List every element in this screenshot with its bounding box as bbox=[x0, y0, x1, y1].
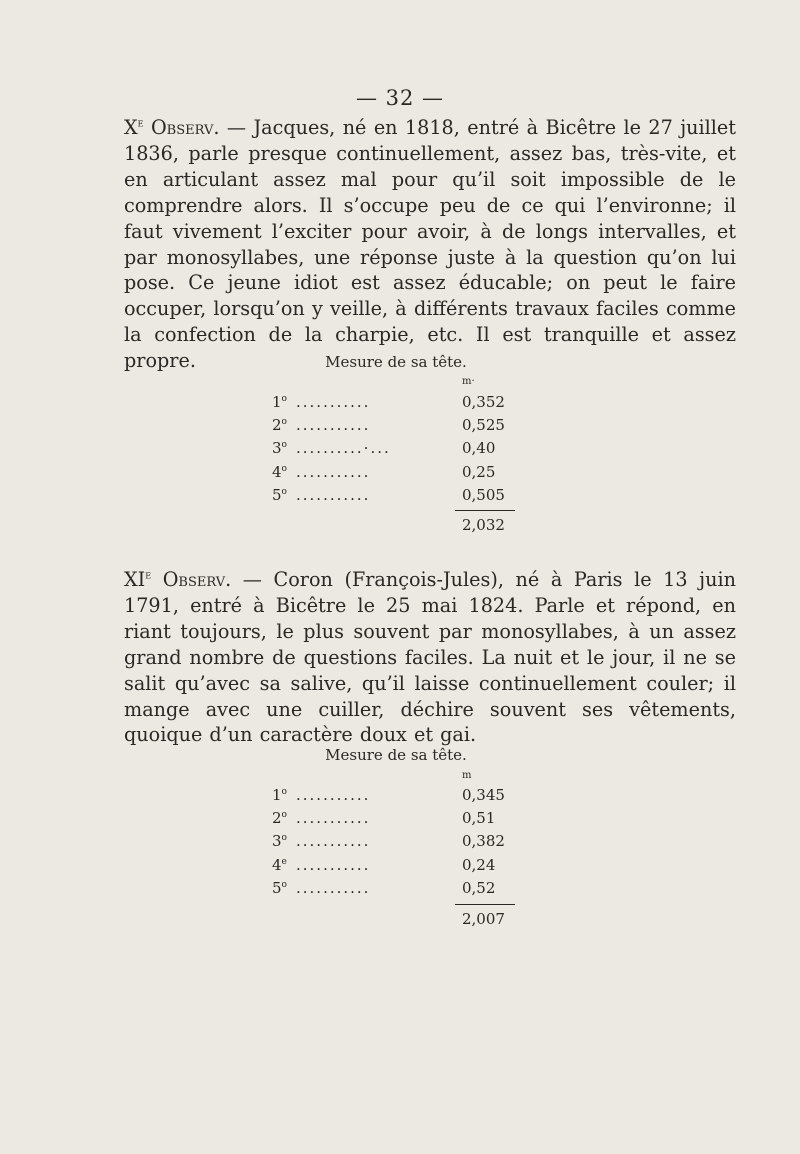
measurement-index bbox=[272, 463, 287, 481]
leader-dots: ........... bbox=[296, 462, 371, 481]
leader-dots: ........... bbox=[296, 832, 371, 851]
measurement-total: 2,032 bbox=[462, 516, 505, 534]
measurement-index-ordinal: o bbox=[281, 833, 287, 844]
measurement-value: 0,352 bbox=[462, 393, 505, 411]
measurement-value: 0,51 bbox=[462, 809, 496, 828]
measurement-row bbox=[272, 486, 532, 509]
measurement-row bbox=[272, 439, 532, 462]
leader-dots: ........... bbox=[296, 393, 371, 411]
observation-text: — Coron (François-Jules), né à Paris le 13 juin 1791, entré à Bicêtre le 25 mai 1824. Parle et répond, en riant toujours, le plus souvent par monosyllabes, à un assez grand nombre de questions faciles. La nuit et le jour, il ne se salit qu’avec sa salive, qu’il laisse continuellement couler; il mange avec une cuiller, déchire souvent ses vêtements, quoique d’un caractère doux et gai. bbox=[124, 568, 736, 747]
measurement-index-number: 1 bbox=[272, 393, 282, 411]
observation-text: — Jacques, né en 1818, entré à Bicêtre le 27 juillet 1836, parle presque continuellement, assez bas, très-vite, et en articulant assez mal pour qu’il soit impossible de le comprendre alors. Il s’occupe peu de ce qui l’environne; il faut vivement l’exciter pour avoir, à de longs intervalles, et par monosyllabes, une réponse juste à la question qu’on lui pose. Ce jeune idiot est assez éducable; on peut le faire occuper, lorsqu’on y veille, à différents travaux faciles comme la confection de la charpie, etc. Il est tranquille et assez propre. bbox=[124, 116, 736, 373]
leader-dots: ........... bbox=[296, 485, 371, 504]
observation-numeral: X bbox=[124, 116, 138, 139]
measurement-index-number: 5 bbox=[272, 485, 282, 504]
measurement-index-ordinal: o bbox=[281, 417, 287, 428]
measurement-index-ordinal: o bbox=[281, 787, 287, 797]
leader-dots: ........... bbox=[296, 786, 371, 804]
observation-heading bbox=[124, 568, 231, 591]
leader-dots: ........... bbox=[296, 416, 371, 435]
measurement-row bbox=[272, 879, 532, 902]
measurement-index bbox=[272, 809, 287, 827]
measurement-index-ordinal: o bbox=[281, 394, 287, 404]
leader-dots: ........... bbox=[296, 809, 371, 828]
measurement-index bbox=[272, 879, 287, 897]
measurement-row bbox=[272, 832, 532, 855]
measurement-total: 2,007 bbox=[462, 910, 505, 928]
observation-numeral-suffix: e bbox=[137, 116, 144, 130]
measurement-value: 0,382 bbox=[462, 832, 505, 851]
measurement-index-number: 3 bbox=[272, 832, 282, 851]
measurement-index-number: 4 bbox=[272, 462, 282, 481]
measurement-index bbox=[272, 786, 287, 804]
observation-heading bbox=[124, 116, 219, 139]
sum-rule bbox=[455, 904, 515, 905]
measurement-index bbox=[272, 439, 287, 457]
observation-word: Observ. bbox=[162, 568, 232, 591]
observation-numeral-suffix: e bbox=[145, 568, 152, 582]
measurement-unit: m bbox=[462, 770, 472, 781]
measurement-row bbox=[272, 786, 532, 809]
measurement-index-number: 4 bbox=[272, 855, 282, 874]
measurement-title: Mesure de sa tête. bbox=[325, 746, 467, 764]
measurement-index-ordinal: e bbox=[281, 856, 287, 867]
measurement-index bbox=[272, 856, 287, 874]
measurement-value: 0,40 bbox=[462, 439, 496, 458]
measurement-index bbox=[272, 486, 287, 504]
observation-paragraph bbox=[124, 115, 736, 374]
page-number: — 32 — bbox=[355, 86, 445, 110]
observation-paragraph bbox=[124, 567, 736, 748]
measurement-index-ordinal: o bbox=[281, 810, 287, 821]
measurement-row bbox=[272, 809, 532, 832]
measurement-value: 0,24 bbox=[462, 855, 496, 874]
measurement-index-ordinal: o bbox=[281, 463, 287, 474]
measurement-index-number: 3 bbox=[272, 439, 282, 458]
measurement-value: 0,52 bbox=[462, 878, 496, 897]
measurement-index bbox=[272, 832, 287, 850]
observation-word: Observ. bbox=[150, 116, 220, 139]
measurement-index bbox=[272, 393, 287, 411]
measurement-unit: m· bbox=[462, 376, 475, 387]
measurement-index-ordinal: o bbox=[281, 440, 287, 451]
sum-rule bbox=[455, 510, 515, 511]
measurement-index-number: 1 bbox=[272, 786, 282, 804]
measurement-index bbox=[272, 416, 287, 434]
measurement-index-number: 5 bbox=[272, 878, 282, 897]
measurement-title: Mesure de sa tête. bbox=[325, 353, 467, 371]
measurement-row bbox=[272, 393, 532, 416]
measurement-row bbox=[272, 856, 532, 879]
measurement-index-number: 2 bbox=[272, 416, 282, 435]
measurement-value: 0,25 bbox=[462, 462, 496, 481]
measurement-value: 0,505 bbox=[462, 485, 505, 504]
measurement-row bbox=[272, 416, 532, 439]
observation-numeral: XI bbox=[124, 568, 146, 591]
measurement-value: 0,525 bbox=[462, 416, 505, 435]
measurement-index-ordinal: o bbox=[281, 486, 287, 497]
leader-dots: ........... bbox=[296, 855, 371, 874]
measurement-row bbox=[272, 463, 532, 486]
leader-dots: ........... bbox=[296, 878, 371, 897]
measurement-index-number: 2 bbox=[272, 809, 282, 828]
leader-dots: ..........·... bbox=[296, 439, 391, 458]
measurement-index-ordinal: o bbox=[281, 879, 287, 890]
measurement-value: 0,345 bbox=[462, 786, 505, 804]
